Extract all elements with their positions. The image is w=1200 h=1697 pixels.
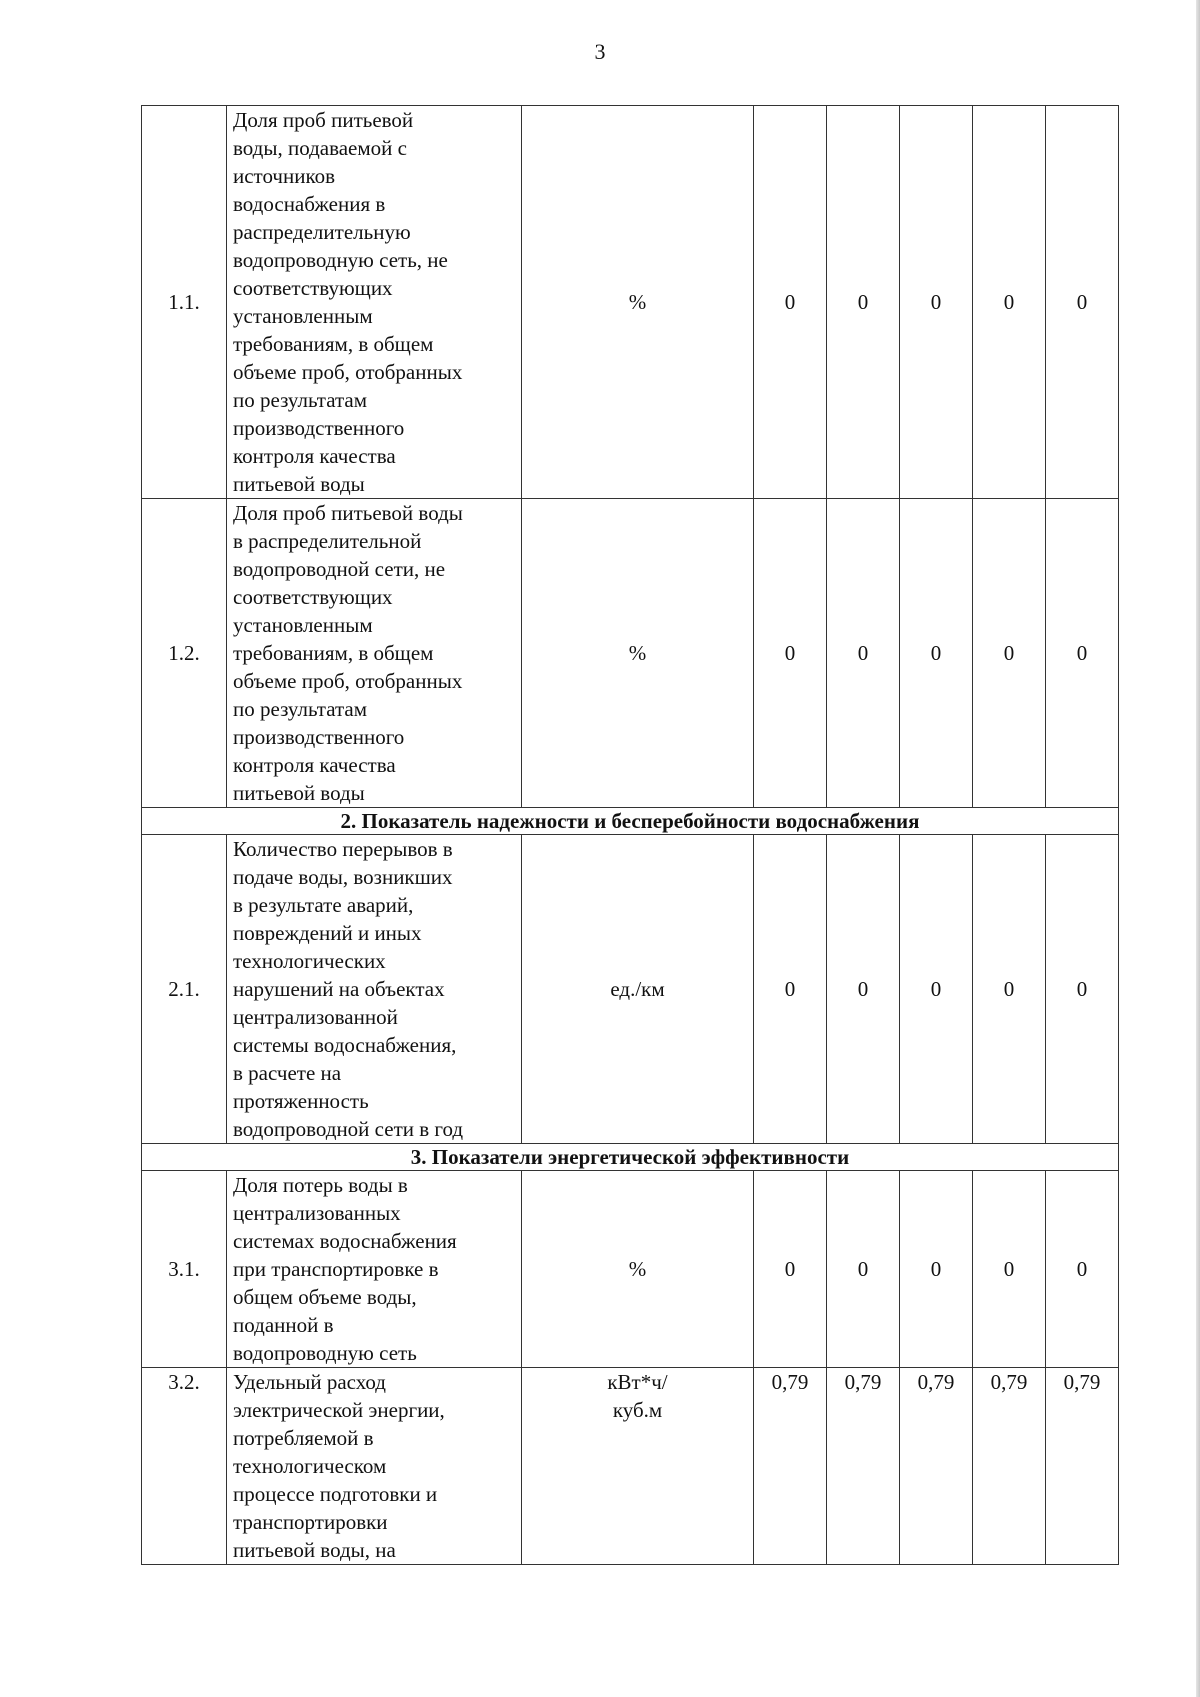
table-row [142, 1171, 1119, 1368]
table-row [142, 499, 1119, 808]
indicator-name-line: контроля качества [233, 753, 396, 777]
value-cell: 0 [900, 106, 973, 499]
indicator-name-line: электрической энергии, [233, 1398, 445, 1422]
value-cell: 0 [973, 106, 1046, 499]
value-cell: 0 [827, 499, 900, 808]
section-header-row [142, 808, 1119, 835]
value-cell: 0 [973, 499, 1046, 808]
indicator-name-line: Количество перерывов в [233, 837, 453, 861]
indicator-name [227, 835, 522, 1144]
table-row [142, 835, 1119, 1144]
indicator-name-line: Удельный расход [233, 1370, 386, 1394]
indicator-name-line: водопроводной сети в год [233, 1117, 464, 1141]
indicator-name-line: объеме проб, отобранных [233, 360, 463, 384]
value-cell: 0 [827, 106, 900, 499]
indicator-name-line: производственного [233, 416, 405, 440]
value-cell: 0,79 [754, 1368, 827, 1565]
indicator-name-line: Доля проб питьевой воды [233, 501, 463, 525]
value-cell: 0 [1046, 1171, 1119, 1368]
indicator-name-line: нарушений на объектах [233, 977, 445, 1001]
unit-cell [522, 1368, 754, 1565]
value-cell: 0 [754, 499, 827, 808]
indicator-name [227, 499, 522, 808]
indicator-name-line: водопроводной сети, не [233, 557, 446, 581]
value-cell: 0 [827, 1171, 900, 1368]
row-number: 3.1. [142, 1171, 227, 1368]
value-cell: 0,79 [1046, 1368, 1119, 1565]
value-cell: 0 [1046, 106, 1119, 499]
indicator-name-line: объеме проб, отобранных [233, 669, 463, 693]
indicator-name-line: поданной в [233, 1313, 334, 1337]
indicator-name [227, 1171, 522, 1368]
indicator-name-line: Доля потерь воды в [233, 1173, 408, 1197]
row-number: 1.2. [142, 499, 227, 808]
unit-line: кВт*ч/ [607, 1370, 668, 1394]
indicator-name-line: системы водоснабжения, [233, 1033, 457, 1057]
indicator-name-line: водоснабжения в [233, 192, 386, 216]
value-cell: 0 [900, 499, 973, 808]
value-cell: 0 [827, 835, 900, 1144]
indicator-name-line: общем объеме воды, [233, 1285, 417, 1309]
value-cell: 0 [973, 835, 1046, 1144]
row-number: 2.1. [142, 835, 227, 1144]
indicator-name-line: требованиям, в общем [233, 641, 434, 665]
indicator-name-line: водопроводную сеть [233, 1341, 417, 1365]
table-row [142, 1368, 1119, 1565]
indicator-name-line: требованиям, в общем [233, 332, 434, 356]
indicator-name-line: в результате аварий, [233, 893, 414, 917]
indicator-name-line: питьевой воды [233, 781, 365, 805]
indicator-name-line: повреждений и иных [233, 921, 422, 945]
row-number: 1.1. [142, 106, 227, 499]
indicator-name-line: протяженность [233, 1089, 369, 1113]
indicator-name-line: Доля проб питьевой [233, 108, 414, 132]
unit-line: % [628, 290, 647, 314]
unit-cell [522, 106, 754, 499]
section-header-row [142, 1144, 1119, 1171]
value-cell: 0 [900, 835, 973, 1144]
indicator-name-line: водопроводную сеть, не [233, 248, 448, 272]
indicators-table [141, 105, 1119, 1565]
value-cell: 0,79 [827, 1368, 900, 1565]
section-title: 3. Показатели энергетической эффективности [142, 1144, 1119, 1171]
indicator-name-line: соответствующих [233, 276, 393, 300]
indicator-name-line: при транспортировке в [233, 1257, 439, 1281]
value-cell: 0 [754, 835, 827, 1144]
indicator-name-line: централизованной [233, 1005, 398, 1029]
page-number: 3 [594, 39, 606, 64]
indicator-name-line: по результатам [233, 697, 368, 721]
indicator-name [227, 106, 522, 499]
indicator-name-line: потребляемой в [233, 1426, 374, 1450]
indicator-name-line: в распределительной [233, 529, 422, 553]
value-cell: 0,79 [973, 1368, 1046, 1565]
indicator-name-line: технологических [233, 949, 386, 973]
indicator-name-line: в расчете на [233, 1061, 342, 1085]
page-edge-shadow [1196, 0, 1200, 1697]
indicator-name-line: установленным [233, 304, 373, 328]
unit-line: % [628, 1257, 647, 1281]
unit-cell [522, 499, 754, 808]
indicator-name-line: контроля качества [233, 444, 396, 468]
indicator-name-line: технологическом [233, 1454, 387, 1478]
indicator-name-line: централизованных [233, 1201, 401, 1225]
indicator-name-line: подаче воды, возникших [233, 865, 453, 889]
indicator-name-line: питьевой воды, на [233, 1538, 396, 1562]
indicator-name-line: по результатам [233, 388, 368, 412]
indicator-name-line: установленным [233, 613, 373, 637]
value-cell: 0 [754, 106, 827, 499]
indicator-name-line: соответствующих [233, 585, 393, 609]
row-number: 3.2. [142, 1368, 227, 1565]
table-row [142, 106, 1119, 499]
unit-line: куб.м [612, 1398, 663, 1422]
value-cell: 0 [900, 1171, 973, 1368]
unit-line: % [628, 641, 647, 665]
unit-line: ед./км [610, 977, 665, 1001]
indicator-name-line: воды, подаваемой с [233, 136, 407, 160]
unit-cell [522, 1171, 754, 1368]
indicator-name-line: процессе подготовки и [233, 1482, 438, 1506]
table-body [142, 106, 1119, 1565]
value-cell: 0 [973, 1171, 1046, 1368]
indicator-name [227, 1368, 522, 1565]
indicator-name-line: источников [233, 164, 336, 188]
indicator-name-line: транспортировки [233, 1510, 388, 1534]
indicator-name-line: производственного [233, 725, 405, 749]
indicator-name-line: распределительную [233, 220, 411, 244]
indicator-name-line: питьевой воды [233, 472, 365, 496]
value-cell: 0 [1046, 835, 1119, 1144]
value-cell: 0,79 [900, 1368, 973, 1565]
value-cell: 0 [754, 1171, 827, 1368]
unit-cell [522, 835, 754, 1144]
indicator-name-line: системах водоснабжения [233, 1229, 457, 1253]
section-title: 2. Показатель надежности и бесперебойности водоснабжения [142, 808, 1119, 835]
value-cell: 0 [1046, 499, 1119, 808]
